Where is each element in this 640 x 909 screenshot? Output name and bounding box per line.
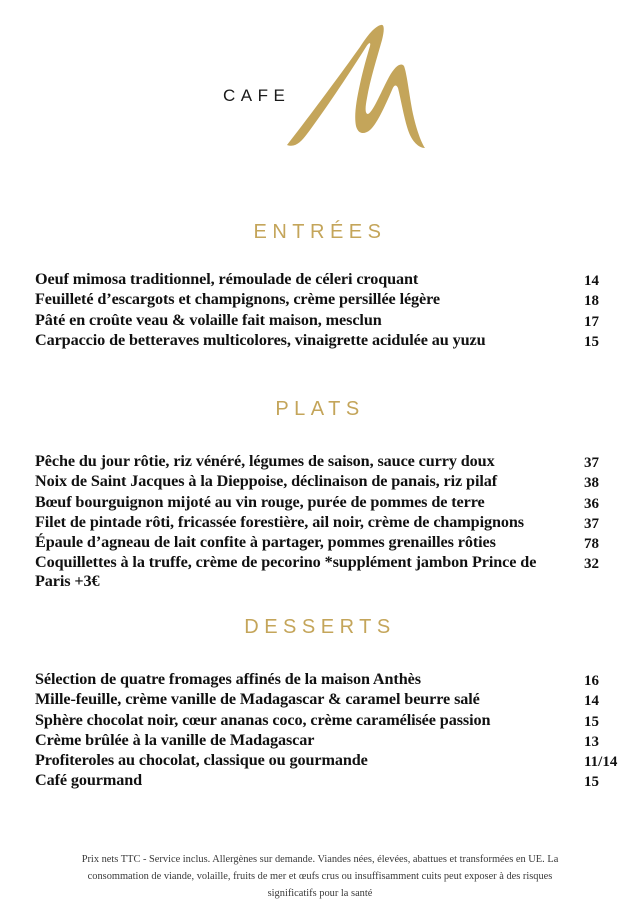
- menu-item: [35, 670, 625, 690]
- menu-item: [35, 731, 625, 751]
- m-monogram-icon: [285, 22, 430, 152]
- dish-price: 16: [584, 673, 599, 689]
- dish-name: Feuilleté d’escargots et champignons, crème persillée légère: [35, 290, 441, 309]
- logo-text: CAFE: [223, 86, 291, 105]
- section-title-desserts: DESSERTS: [244, 616, 396, 638]
- dish-price: 18: [584, 293, 599, 310]
- plats-list: [35, 452, 625, 590]
- menu-item: [35, 553, 625, 590]
- menu-item: [35, 771, 625, 791]
- menu-item: [35, 751, 625, 771]
- menu-item: [35, 290, 625, 310]
- dish-price: 11/14: [584, 754, 618, 771]
- menu-item: [35, 513, 625, 533]
- dish-price: 14: [584, 273, 599, 289]
- menu-item: [35, 533, 625, 553]
- dish-name: Épaule d’agneau de lait confite à partager, pommes grenailles rôties: [35, 533, 496, 552]
- dish-name: Oeuf mimosa traditionnel, rémoulade de céleri croquant: [35, 270, 419, 288]
- dish-price: 15: [584, 333, 599, 350]
- menu-item: [35, 331, 625, 351]
- entrees-list: [35, 270, 625, 351]
- dish-name: Mille-feuille, crème vanille de Madagascar & caramel beurre salé: [35, 690, 480, 709]
- dish-name: Carpaccio de betteraves multicolores, vinaigrette acidulée au yuzu: [35, 330, 486, 349]
- dish-price: 15: [584, 774, 599, 791]
- section-title-plats: PLATS: [275, 398, 365, 420]
- dish-name: Coquillettes à la truffe, crème de pecorino *supplément jambon Prince de Paris +3€: [35, 553, 537, 590]
- dish-price: 37: [584, 455, 599, 471]
- dish-price: 78: [584, 536, 599, 553]
- section-title-entrees: ENTRÉES: [253, 221, 387, 243]
- dish-name: Café gourmand: [35, 771, 143, 790]
- dish-name: Bœuf bourguignon mijoté au vin rouge, purée de pommes de terre: [35, 492, 485, 511]
- menu-item: [35, 452, 625, 472]
- menu-item: [35, 493, 625, 513]
- dish-price: 37: [584, 515, 599, 532]
- dish-price: 38: [584, 475, 599, 492]
- dish-name: Crème brûlée à la vanille de Madagascar: [35, 730, 315, 749]
- dish-name: Noix de Saint Jacques à la Dieppoise, déclinaison de panais, riz pilaf: [35, 472, 498, 491]
- menu-item: [35, 270, 625, 290]
- dish-price: 13: [584, 733, 599, 750]
- dish-price: 17: [584, 313, 599, 330]
- dish-price: 14: [584, 693, 599, 710]
- dish-price: 15: [584, 713, 599, 730]
- menu-item: [35, 472, 625, 492]
- dish-name: Sélection de quatre fromages affinés de la maison Anthès: [35, 670, 421, 688]
- cafe-m-logo: [0, 0, 640, 160]
- menu-item: [35, 690, 625, 710]
- desserts-list: [35, 670, 625, 792]
- dish-name: Sphère chocolat noir, cœur ananas coco, crème caramélisée passion: [35, 710, 491, 729]
- menu-item: [35, 311, 625, 331]
- dish-price: 32: [584, 556, 599, 573]
- menu-item: [35, 711, 625, 731]
- dish-name: Profiteroles au chocolat, classique ou gourmande: [35, 751, 368, 770]
- dish-name: Pâté en croûte veau & volaille fait maison, mesclun: [35, 310, 382, 329]
- dish-name: Pêche du jour rôtie, riz vénéré, légumes de saison, sauce curry doux: [35, 452, 495, 470]
- dish-price: 36: [584, 495, 599, 512]
- legal-footer: Prix nets TTC - Service inclus. Allergènes sur demande. Viandes nées, élevées, abattues et transformées en UE. La consommation de viande, volaille, fruits de mer et œufs crus ou insuffisamment cuits peut exposer à des risques significatifs pour la santé: [81, 854, 559, 899]
- dish-name: Filet de pintade rôti, fricassée forestière, ail noir, crème de champignons: [35, 512, 524, 531]
